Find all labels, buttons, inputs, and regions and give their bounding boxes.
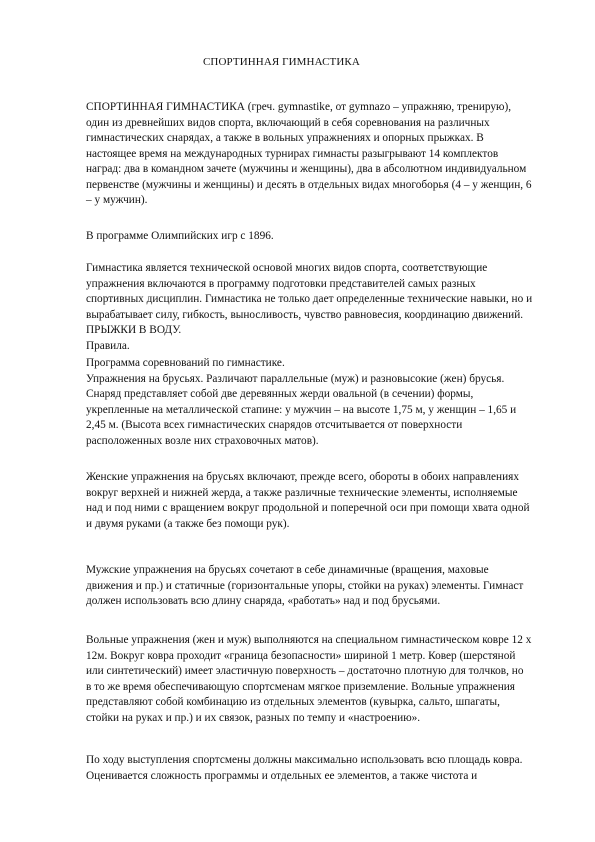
text-line: По ходу выступления спортсмены должны максимально использовать всю площадь ковра. [86, 754, 523, 766]
text-line: вырабатывает силу, гибкость, выносливость, чувство равновесия, координацию движений. [86, 308, 524, 321]
text-line: гимнастических снарядах, а также в вольных упражнениях и опорных прыжках. В [86, 132, 484, 144]
text-line: и двумя руками (а также без помощи рук). [86, 517, 290, 530]
text-line: 12м. Вокруг ковра проходит «граница безопасности» шириной 1 метр. Ковер (шерстяной [86, 649, 516, 662]
text-line: 2,45 м. (Высота всех гимнастических снарядов отсчитывается от поверхности [86, 419, 463, 431]
text-line: Гимнастика является технической основой многих видов спорта, соответствующие [86, 262, 488, 274]
text-line: ПРЫЖКИ В ВОДУ. [86, 324, 182, 336]
text-line: представляют собой комбинацию из отдельных элементов (кувырка, сальто, шпагаты, [86, 696, 500, 708]
text-line: Женские упражнения на брусьях включают, прежде всего, обороты в обоих направлениях [86, 471, 519, 483]
text-line: Вольные упражнения (жен и муж) выполняются на специальном гимнастическом ковре 12 х [86, 634, 532, 646]
text-line: настоящее время на международных турнирах гимнасты разыгрывают 14 комплектов [86, 147, 499, 160]
text-line: – у мужчин). [86, 194, 148, 206]
text-line: СПОРТИННАЯ ГИМНАСТИКА (греч. gymnastike, от gymnazo – упражняю, тренирую), [86, 101, 512, 113]
text-line: Правила. [86, 339, 130, 352]
paragraph-performance [86, 753, 552, 784]
paragraph-women-bars [86, 470, 552, 532]
paragraph-intro [86, 100, 552, 209]
text-line: наград: два в командном зачете (мужчины и женщины), два в абсолютном индивидуальном [86, 163, 527, 175]
document-title: СПОРТИННАЯ ГИМНАСТИКА [203, 56, 360, 68]
paragraph-bars [86, 356, 552, 449]
text-line: расположенных возле них страховочных матов). [86, 434, 319, 447]
text-line: стойки на руках и пр.) и их связок, разных по темпу и «настроению». [86, 711, 421, 724]
text-line: над и под ними с вращением вокруг продольной и поперечной оси при помощи хвата одной [86, 502, 530, 514]
text-line: Снаряд представляет собой две деревянных жерди овальной (в сечении) формы, [86, 388, 474, 400]
paragraph-olympic [86, 229, 552, 245]
text-line: спортивных дисциплин. Гимнастика не только дает определенные технические навыки, но и [86, 293, 533, 305]
text-line: вокруг верхней и нижней жерда, а также различные технические элементы, исполняемые [86, 486, 518, 499]
text-line: Мужские упражнения на брусьях сочетают в себе динамичные (вращения, маховые [86, 564, 489, 576]
paragraph-men-bars [86, 563, 552, 610]
text-line: Оценивается сложность программы и отдельных ее элементов, а также чистота и [86, 769, 478, 782]
text-line: укрепленные на металлической стапине: у мужчин – на высоте 1,75 м, у женщин – 1,65 и [86, 403, 517, 416]
paragraph-basis [86, 261, 552, 354]
paragraph-floor [86, 633, 552, 726]
text-line: В программе Олимпийских игр с 1896. [86, 230, 274, 242]
text-line: Программа соревнований по гимнастике. [86, 357, 285, 369]
text-line: один из древнейших видов спорта, включающий в себя соревнования на различных [86, 116, 490, 129]
text-line: или синтетический) имеет эластичную поверхность – достаточно плотную для толчков, но [86, 665, 524, 677]
text-line: должен использовать всю длину снаряда, «работать» над и под брусьями. [86, 595, 441, 607]
text-line: движения и пр.) и статичные (горизонтальные упоры, стойки на руках) элементы. Гимнаст [86, 579, 524, 592]
text-line: упражнения включаются в программу подготовки представителей самых разных [86, 277, 476, 290]
text-line: первенстве (мужчины и женщины) и десять в отдельных видах многоборья (4 – у женщин, 6 [86, 178, 532, 191]
text-line: Упражнения на брусьях. Различают параллельные (муж) и разновысокие (жен) брусья. [86, 372, 505, 385]
text-line: в то же время обеспечивающую спортсменам мягкое приземление. Вольные упражнения [86, 680, 515, 693]
